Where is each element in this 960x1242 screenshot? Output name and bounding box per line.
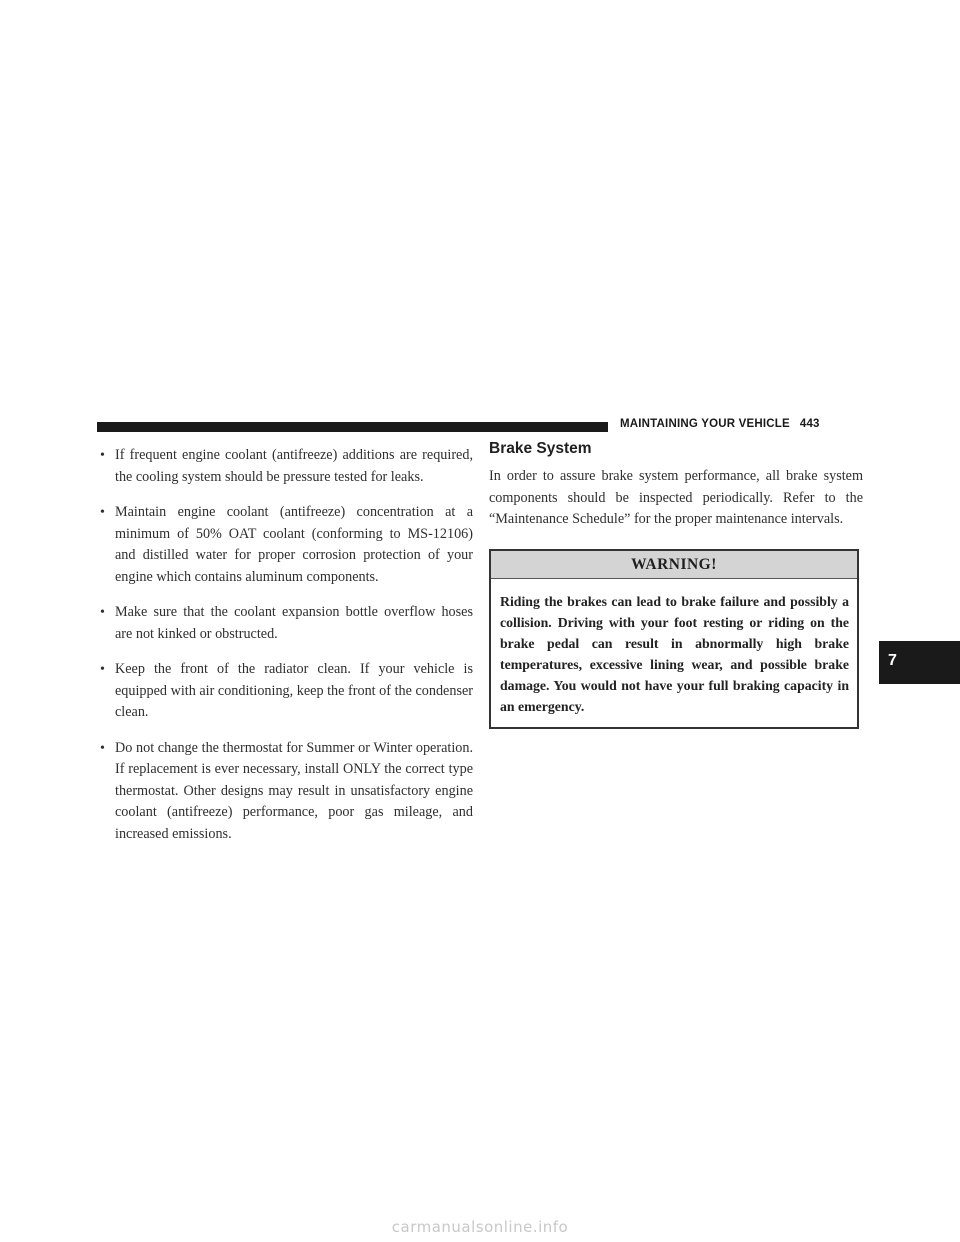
watermark: carmanualsonline.info (391, 1218, 569, 1236)
bullet-text: Do not change the thermostat for Summer or Winter operation. If replacement is ever necessary, install ONLY the correct type thermostat. Other designs may result in unsatisfactory engine coolant (antifreeze) performance, poor gas mileage, and increased emissions. (115, 739, 473, 842)
page-number: 443 (799, 418, 820, 430)
header-rule (97, 422, 608, 432)
bullet-item (97, 602, 473, 645)
bullet-glyph: • (100, 448, 105, 463)
warning-title: WARNING! (491, 551, 857, 579)
right-column (489, 440, 863, 729)
bullet-item (97, 445, 473, 488)
bullet-glyph: • (100, 662, 105, 677)
running-header (620, 418, 870, 430)
bullet-item (97, 502, 473, 588)
bullet-text: Maintain engine coolant (antifreeze) concentration at a minimum of 50% OAT coolant (conforming to MS-12106) and distilled water for proper corrosion protection of your engine which contains aluminum components. (115, 504, 473, 585)
bullet-glyph: • (100, 740, 105, 756)
bullet-text: Make sure that the coolant expansion bottle overflow hoses are not kinked or obstructed. (115, 604, 473, 642)
section-heading: Brake System (489, 440, 592, 457)
warning-body: Riding the brakes can lead to brake failure and possibly a collision. Driving with your foot resting or riding on the brake pedal can result in abnormally high brake temperatures, excessive lining wear, and possible brake damage. You would not have your full braking capacity in an emergency. (500, 593, 849, 714)
warning-box (489, 549, 859, 729)
bullet-glyph: • (100, 505, 105, 520)
bullet-glyph: • (100, 605, 105, 620)
section-title: MAINTAINING YOUR VEHICLE (620, 418, 790, 430)
chapter-tab: 7 (879, 641, 960, 684)
bullet-item (97, 659, 473, 724)
bullet-text: Keep the front of the radiator clean. If your vehicle is equipped with air conditioning, keep the front of the condenser clean. (115, 661, 473, 720)
left-column (97, 445, 473, 859)
intro-paragraph: In order to assure brake system performance, all brake system components should be inspected periodically. Refer to the “Maintenance Schedule” for the proper maintenance intervals. (489, 468, 863, 527)
bullet-item (97, 738, 473, 846)
bullet-text: If frequent engine coolant (antifreeze) additions are required, the cooling system should be pressure tested for leaks. (115, 447, 473, 485)
